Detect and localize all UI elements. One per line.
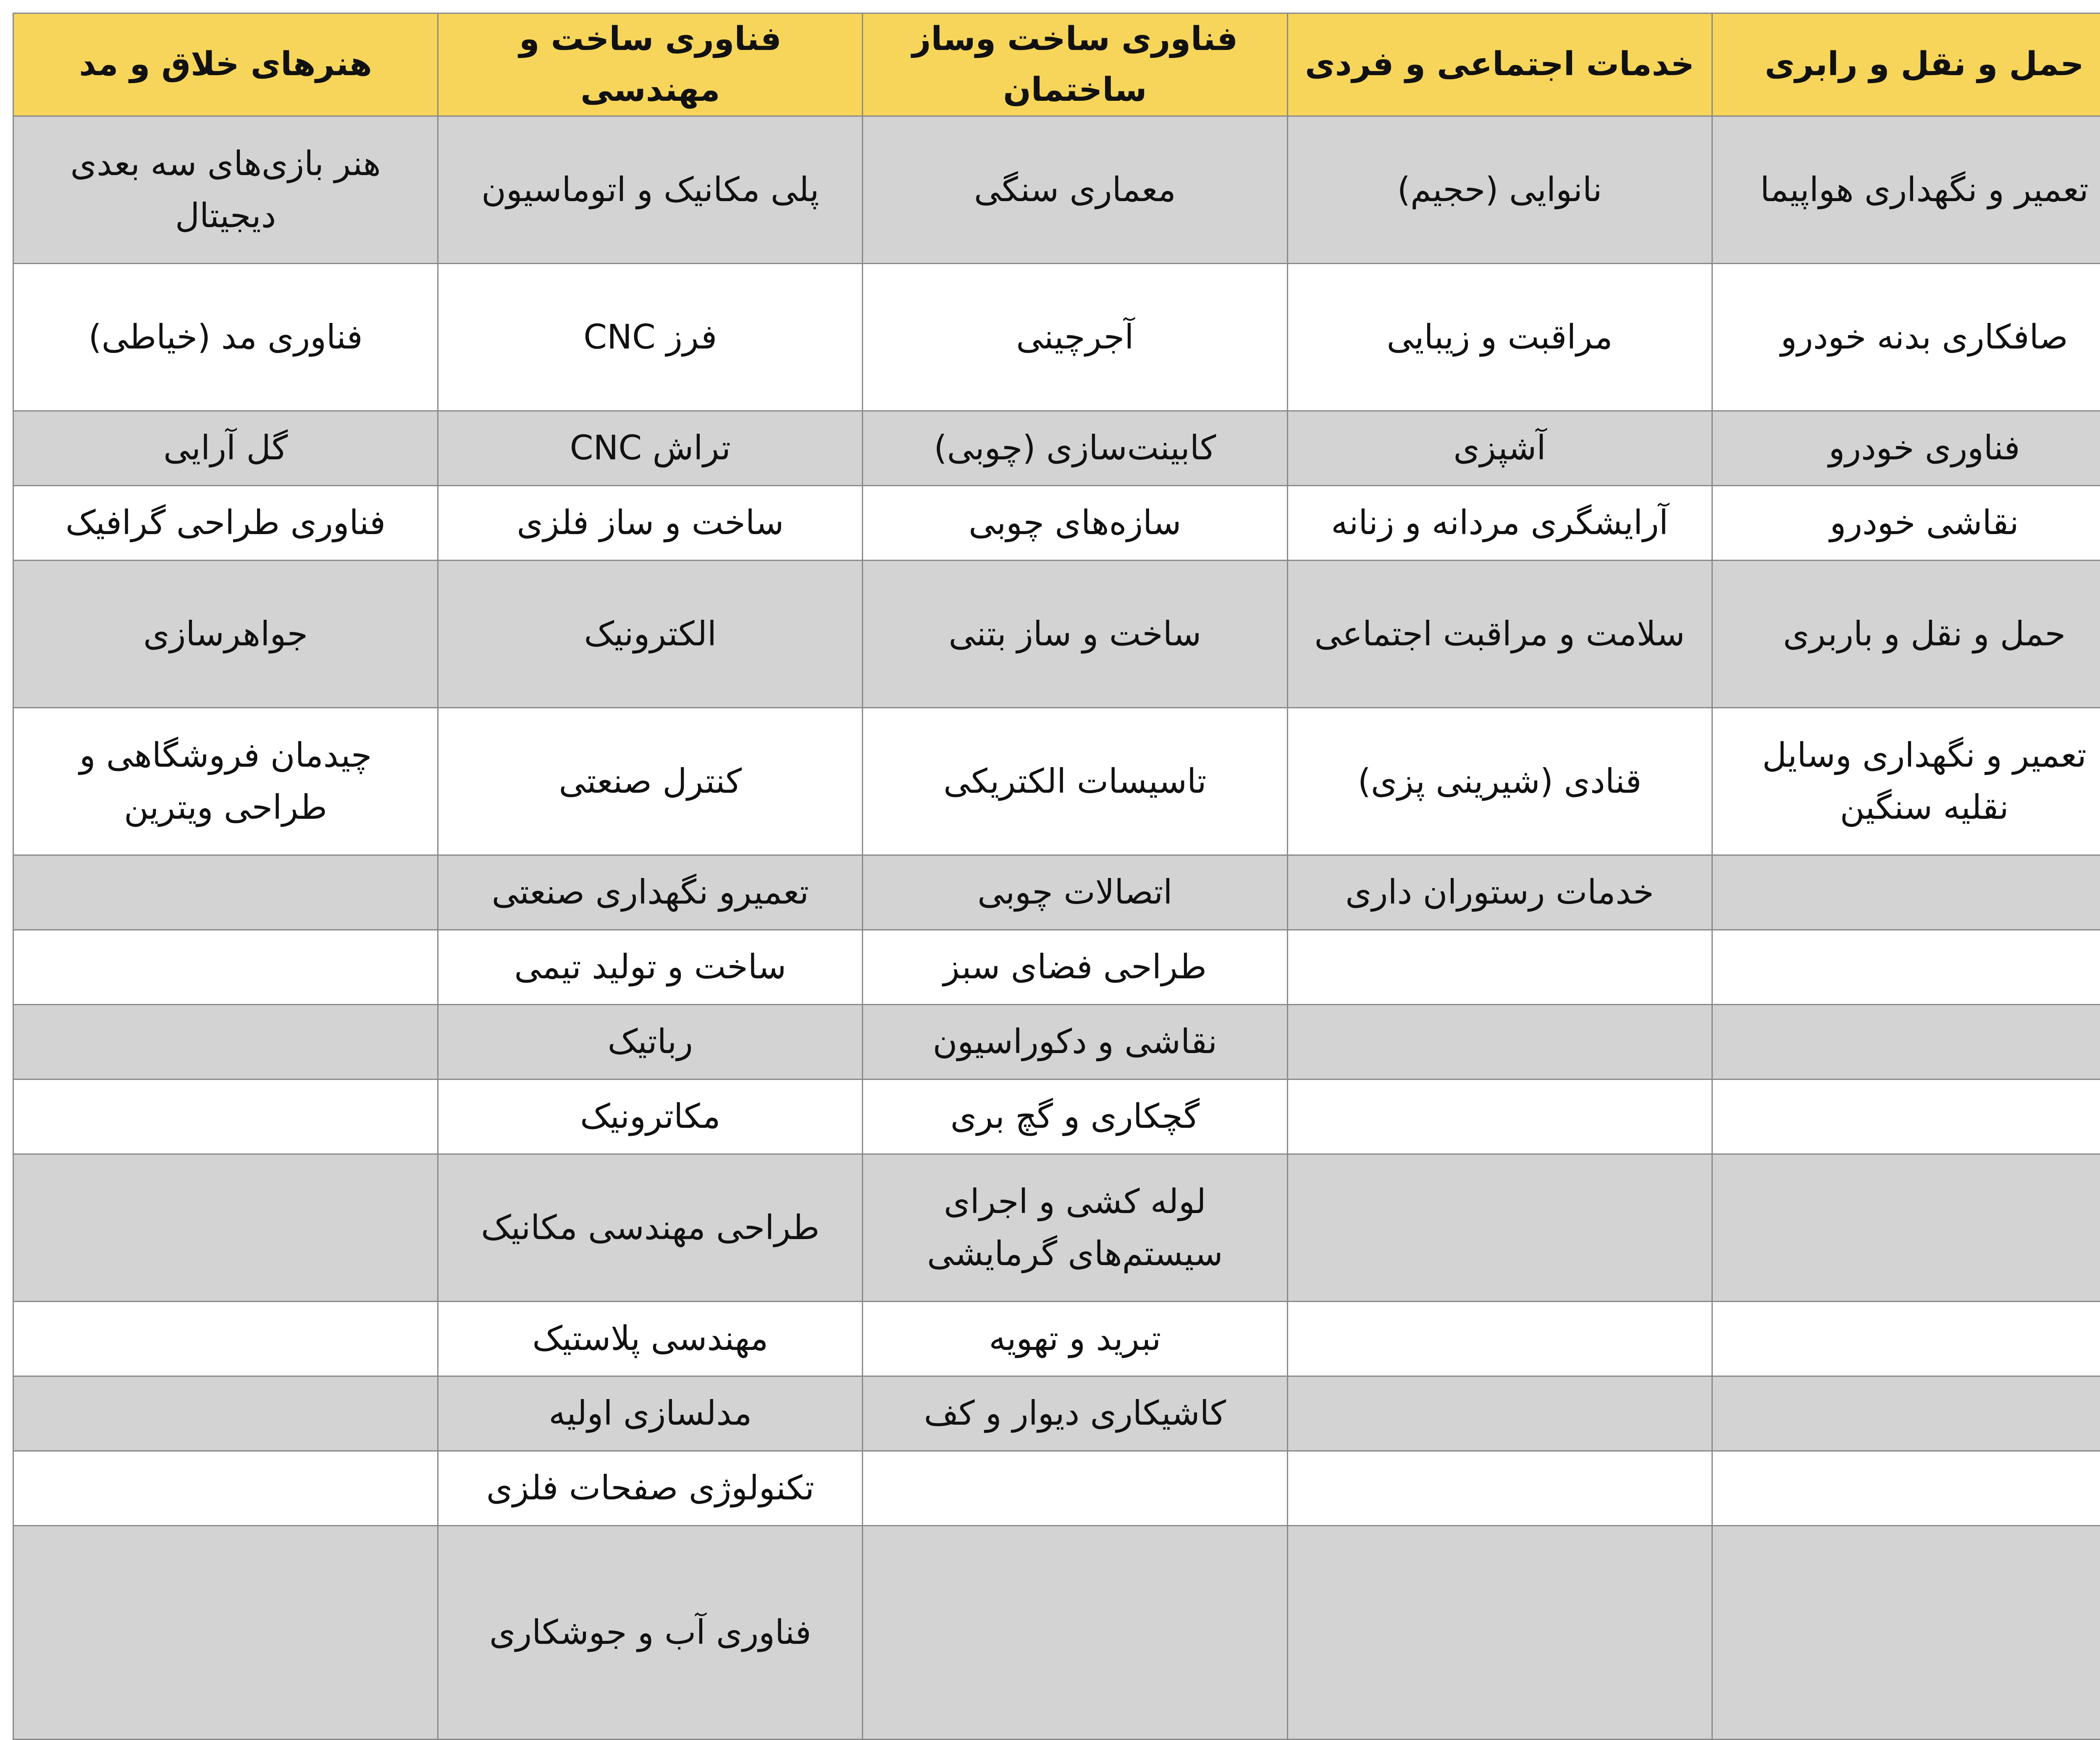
- table-cell: [1712, 1154, 2100, 1301]
- table-cell: تکنولوژی صفحات فلزی: [438, 1451, 863, 1525]
- header-transport: حمل و نقل و رابری: [1712, 13, 2100, 116]
- header-construction: فناوری ساخت وساز ساختمان: [863, 13, 1287, 116]
- table-cell: چیدمان فروشگاهی و طراحی ویترین: [13, 708, 438, 855]
- table-cell: [13, 1154, 438, 1301]
- table-cell: طراحی مهندسی مکانیک: [438, 1154, 863, 1301]
- table-row: [13, 116, 2100, 263]
- table-cell: فناوری مد (خیاطی): [13, 263, 438, 411]
- table-cell: پلی مکانیک و اتوماسیون: [438, 116, 863, 263]
- table-cell: [1712, 1451, 2100, 1525]
- table-cell: طراحی فضای سبز: [863, 930, 1287, 1004]
- table-cell: گل آرایی: [13, 411, 438, 485]
- table-cell: [1287, 1154, 1712, 1301]
- table-cell: نقاشی و دکوراسیون: [863, 1004, 1287, 1079]
- table-cell: تعمیر و نگهداری وسایل نقلیه سنگین: [1712, 708, 2100, 855]
- table-cell: نانوایی (حجیم): [1287, 116, 1712, 263]
- table-row: [13, 1301, 2100, 1376]
- table-cell: مدلسازی اولیه: [438, 1376, 863, 1451]
- table-cell: [1287, 1079, 1712, 1154]
- table-row: [13, 855, 2100, 930]
- table-cell: [1712, 855, 2100, 930]
- header-manufacturing-engineering: فناوری ساخت و مهندسی: [438, 13, 863, 116]
- table-cell: حمل و نقل و باربری: [1712, 560, 2100, 708]
- table-cell: [1712, 930, 2100, 1004]
- table-cell: [13, 1079, 438, 1154]
- table-cell: اتصالات چوبی: [863, 855, 1287, 930]
- table-cell: معماری سنگی: [863, 116, 1287, 263]
- table-cell: آجرچینی: [863, 263, 1287, 411]
- table-row: [13, 708, 2100, 855]
- table-row: [13, 1525, 2100, 1739]
- table-cell: تاسیسات الکتریکی: [863, 708, 1287, 855]
- table-cell: تراش CNC: [438, 411, 863, 485]
- header-social-services: خدمات اجتماعی و فردی: [1287, 13, 1712, 116]
- table-row: [13, 411, 2100, 485]
- header-creative-arts-fashion: هنرهای خلاق و مد: [13, 13, 438, 116]
- table-cell: [1287, 1525, 1712, 1739]
- table-cell: ساخت و ساز بتنی: [863, 560, 1287, 708]
- table-cell: خدمات رستوران داری: [1287, 855, 1712, 930]
- table-cell: لوله کشی و اجرای سیستم‌های گرمایشی: [863, 1154, 1287, 1301]
- table-cell: تعمیر و نگهداری هواپیما: [1712, 116, 2100, 263]
- table-row: [13, 485, 2100, 560]
- table-cell: مهندسی پلاستیک: [438, 1301, 863, 1376]
- table-row: [13, 930, 2100, 1004]
- table-cell: [13, 1525, 438, 1739]
- table-cell: [13, 1451, 438, 1525]
- table-cell: فناوری خودرو: [1712, 411, 2100, 485]
- table-row: [13, 1376, 2100, 1451]
- table-cell: [13, 855, 438, 930]
- table-row: [13, 560, 2100, 708]
- table-cell: مراقبت و زیبایی: [1287, 263, 1712, 411]
- table-row: [13, 1004, 2100, 1079]
- table-cell: [1712, 1525, 2100, 1739]
- table-cell: صافکاری بدنه خودرو: [1712, 263, 2100, 411]
- table-cell: [1712, 1376, 2100, 1451]
- table-cell: جواهرسازی: [13, 560, 438, 708]
- table-cell: [1287, 930, 1712, 1004]
- table-cell: سلامت و مراقبت اجتماعی: [1287, 560, 1712, 708]
- table-cell: سازه‌های چوبی: [863, 485, 1287, 560]
- table-cell: فناوری طراحی گرافیک: [13, 485, 438, 560]
- table-cell: مکاترونیک: [438, 1079, 863, 1154]
- table-cell: [1287, 1376, 1712, 1451]
- table-row: [13, 1079, 2100, 1154]
- header-row: [13, 13, 2100, 116]
- table-cell: [863, 1451, 1287, 1525]
- table-row: [13, 1154, 2100, 1301]
- table-cell: [863, 1525, 1287, 1739]
- table-cell: [1287, 1301, 1712, 1376]
- table-cell: [1287, 1451, 1712, 1525]
- table-cell: قنادی (شیرینی پزی): [1287, 708, 1712, 855]
- table-cell: [13, 1376, 438, 1451]
- table-cell: [13, 1004, 438, 1079]
- table-cell: تعمیرو نگهداری صنعتی: [438, 855, 863, 930]
- table-cell: کابینت‌سازی (چوبی): [863, 411, 1287, 485]
- table-cell: [1712, 1004, 2100, 1079]
- table-cell: آرایشگری مردانه و زنانه: [1287, 485, 1712, 560]
- table-cell: ساخت و تولید تیمی: [438, 930, 863, 1004]
- table-cell: کاشیکاری دیوار و کف: [863, 1376, 1287, 1451]
- table-cell: رباتیک: [438, 1004, 863, 1079]
- table-cell: فرز CNC: [438, 263, 863, 411]
- table-cell: [1712, 1301, 2100, 1376]
- table-cell: گچکاری و گچ بری: [863, 1079, 1287, 1154]
- table-cell: فناوری آب و جوشکاری: [438, 1525, 863, 1739]
- table-cell: الکترونیک: [438, 560, 863, 708]
- table-cell: [1287, 1004, 1712, 1079]
- table-cell: [13, 930, 438, 1004]
- table-cell: [1712, 1079, 2100, 1154]
- table-cell: تبرید و تهویه: [863, 1301, 1287, 1376]
- table-row: [13, 1451, 2100, 1525]
- table-cell: نقاشی خودرو: [1712, 485, 2100, 560]
- table-cell: [13, 1301, 438, 1376]
- skills-table-sheet: [13, 13, 2100, 1629]
- table-cell: هنر بازی‌های سه بعدی دیجیتال: [13, 116, 438, 263]
- skills-table: [13, 13, 2100, 1740]
- table-cell: آشپزی: [1287, 411, 1712, 485]
- table-cell: کنترل صنعتی: [438, 708, 863, 855]
- table-cell: ساخت و ساز فلزی: [438, 485, 863, 560]
- table-row: [13, 263, 2100, 411]
